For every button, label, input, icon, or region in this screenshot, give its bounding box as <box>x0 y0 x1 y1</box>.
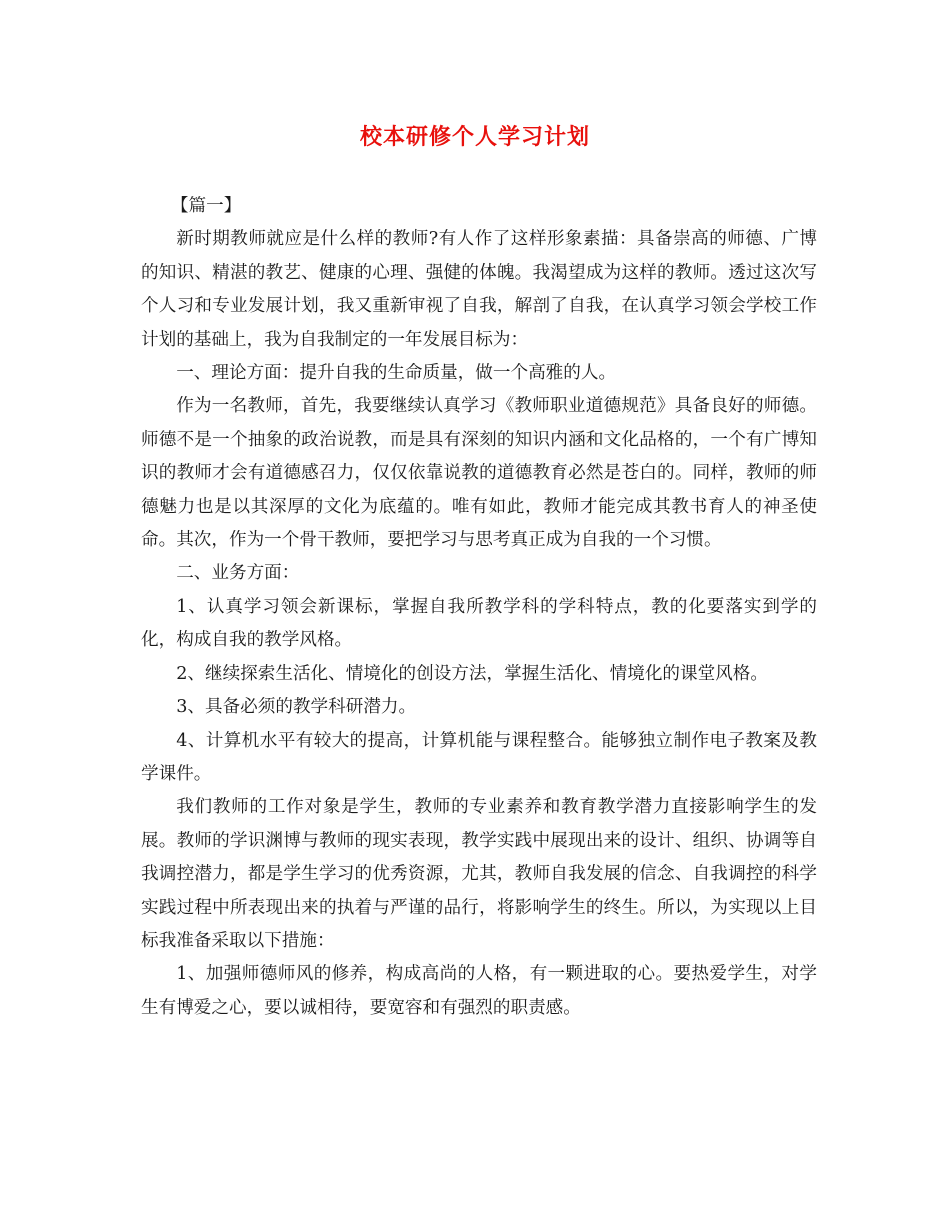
paragraph: 一、理论方面：提升自我的生命质量，做一个高雅的人。 <box>176 363 617 384</box>
paragraph: 新时期教师就应是什么样的教师?有人作了这样形象素描：具备崇高的师德、广博的知识、精湛的教艺、健康的心理、强健的体魄。我渴望成为这样的教师。透过这次写个人习和专业发展计划，我又重新审视了自我，解剖了自我，在认真学习领会学校工作计划的基础上，我为自我制定的一年发展目标为： <box>141 229 817 350</box>
paragraph: 1、认真学习领会新课标，掌握自我所教学科的学科特点，教的化要落实到学的化，构成自我的教学风格。 <box>141 596 817 651</box>
paragraph: 4、计算机水平有较大的提高，计算机能与课程整合。能够独立制作电子教案及教学课件。 <box>141 730 817 784</box>
document-body <box>141 190 817 1025</box>
section-heading: 【篇一】 <box>170 196 242 216</box>
document-title: 校本研修个人学习计划 <box>359 124 590 150</box>
paragraph: 我们教师的工作对象是学生，教师的专业素养和教育教学潜力直接影响学生的发展。教师的学识渊博与教师的现实表现，教学实践中展现出来的设计、组织、协调等自我调控潜力，都是学生学习的优秀资源，尤其，教师自我发展的信念、自我调控的科学实践过程中所表现出来的执着与严谨的品行，将影响学生的终生。所以，为实现以上目标我准备采取以下措施： <box>141 797 817 951</box>
paragraph: 2、继续探索生活化、情境化的创设方法，掌握生活化、情境化的课堂风格。 <box>176 663 768 684</box>
paragraph: 二、业务方面： <box>176 563 300 584</box>
paragraph: 作为一名教师，首先，我要继续认真学习《教师职业道德规范》具备良好的师德。师德不是一个抽象的政治说教，而是具有深刻的知识内涵和文化品格的，一个有广博知识的教师才会有道德感召力，仅仅依靠说教的道德教育必然是苍白的。同样，教师的师德魅力也是以其深厚的文化为底蕴的。唯有如此，教师才能完成其教书育人的神圣使命。其次，作为一个骨干教师，要把学习与思考真正成为自我的一个习惯。 <box>141 396 817 551</box>
paragraph: 1、加强师德师风的修养，构成高尚的人格，有一颗进取的心。要热爱学生，对学生有博爱之心，要以诚相待，要宽容和有强烈的职责感。 <box>141 964 817 1018</box>
paragraph: 3、具备必须的教学科研潜力。 <box>176 697 417 718</box>
